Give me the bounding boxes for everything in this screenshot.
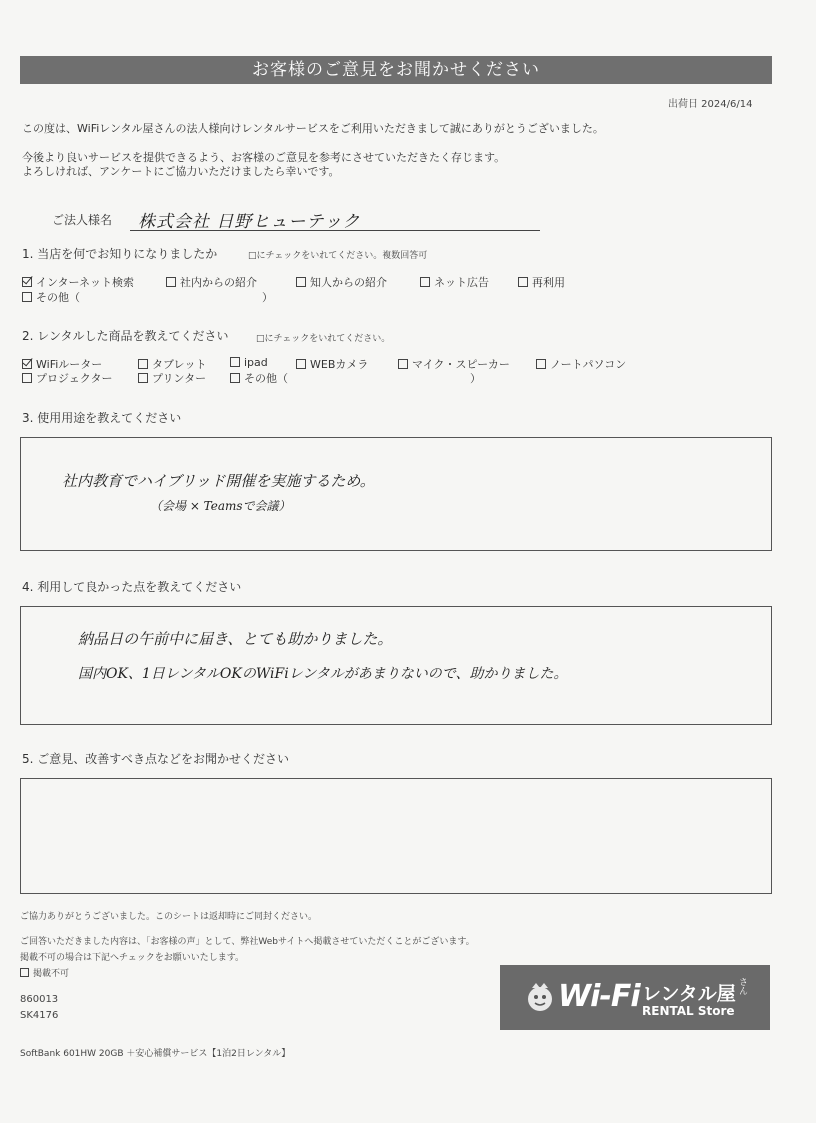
checkbox-icon[interactable] [22, 292, 32, 302]
question-1: 1. 当店を何でお知りになりましたか [22, 247, 218, 261]
checkbox-icon[interactable] [536, 359, 546, 369]
question-4: 4. 利用して良かった点を教えてください [22, 580, 242, 594]
good-points-answer-line-1: 納品日の午前中に届き、とても助かりました。 [78, 630, 393, 648]
q2-option-mic-speaker[interactable]: マイク・スピーカー [398, 356, 510, 372]
question-1-note: □にチェックをいれてください。複数回答可 [248, 251, 428, 261]
code-1: 860013 [20, 994, 59, 1005]
intro-line-1: この度は、WiFiレンタル屋さんの法人様向けレンタルサービスをご利用いただきまして誠にありがとうございました。 [22, 122, 604, 135]
checkbox-icon[interactable] [296, 277, 306, 287]
checkbox-icon[interactable] [420, 277, 430, 287]
mascot-icon [522, 979, 558, 1015]
q1-option-internet-search[interactable]: インターネット検索 [22, 274, 134, 290]
q2-other-close-paren: ） [470, 372, 481, 385]
code-2: SK4176 [20, 1010, 59, 1021]
q2-option-wifi-router[interactable]: WiFiルーター [22, 356, 102, 372]
feedback-answer-box[interactable] [20, 778, 772, 894]
checkbox-icon[interactable] [230, 373, 240, 383]
good-points-answer-line-2: 国内OK、1日レンタルOKのWiFiレンタルがあまりないので、助かりました。 [78, 666, 568, 682]
q2-option-laptop[interactable]: ノートパソコン [536, 356, 626, 372]
q2-option-tablet[interactable]: タブレット [138, 356, 206, 372]
usage-answer-line-2: （会場 × Teamsで会議） [150, 499, 291, 513]
logo-rental-store-text: RENTAL Store [642, 1004, 735, 1018]
publish-notice-2: 掲載不可の場合は下記へチェックをお願いいたします。 [20, 953, 245, 963]
ship-date: 出荷日 2024/6/14 [668, 99, 753, 110]
q2-option-web-camera[interactable]: WEBカメラ [296, 356, 368, 372]
checkbox-checked-icon[interactable] [22, 359, 32, 369]
page-title: お客様のご意見をお聞かせください [20, 56, 772, 84]
wifi-rental-logo [500, 965, 770, 1030]
product-info: SoftBank 601HW 20GB ＋安心補償サービス【1泊2日レンタル】 [20, 1049, 291, 1059]
intro-line-2: 今後より良いサービスを提供できるよう、お客様のご意見を参考にさせていただきたく存じます。 [22, 151, 506, 164]
checkbox-icon[interactable] [22, 373, 32, 383]
q1-option-acquaintance-referral[interactable]: 知人からの紹介 [296, 274, 387, 290]
intro-line-3: よろしければ、アンケートにご協力いただけましたら幸いです。 [22, 165, 340, 178]
q1-option-net-ad[interactable]: ネット広告 [420, 274, 489, 290]
no-publish-option[interactable]: 掲載不可 [20, 966, 69, 979]
company-name-field[interactable]: 株式会社 日野ヒューテック [138, 212, 361, 232]
question-3: 3. 使用用途を教えてください [22, 411, 182, 425]
checkbox-icon[interactable] [166, 277, 176, 287]
checkbox-icon[interactable] [20, 968, 29, 977]
checkbox-checked-icon[interactable] [22, 277, 32, 287]
question-2-note: □にチェックをいれてください。 [256, 334, 391, 344]
q1-option-reuse[interactable]: 再利用 [518, 274, 565, 290]
thanks-text: ご協力ありがとうございました。このシートは返却時にご同封ください。 [20, 912, 318, 922]
q1-other-close-paren: ） [262, 291, 273, 304]
usage-answer-line-1: 社内教育でハイブリッド開催を実施するため。 [62, 472, 375, 490]
usage-answer-box[interactable] [20, 437, 772, 551]
logo-wifi-text: Wi-Fi [558, 979, 640, 1014]
q2-option-other[interactable]: その他（ [230, 370, 288, 386]
checkbox-icon[interactable] [398, 359, 408, 369]
question-2: 2. レンタルした商品を教えてください [22, 329, 229, 343]
company-label: ご法人様名 [52, 213, 113, 227]
checkbox-icon[interactable] [518, 277, 528, 287]
checkbox-icon[interactable] [296, 359, 306, 369]
checkbox-icon[interactable] [138, 373, 148, 383]
q1-option-internal-referral[interactable]: 社内からの紹介 [166, 274, 257, 290]
publish-notice-1: ご回答いただきました内容は、「お客様の声」として、弊社Webサイトへ掲載させていただくことがございます。 [20, 937, 475, 947]
q2-option-projector[interactable]: プロジェクター [22, 370, 113, 386]
question-5: 5. ご意見、改善すべき点などをお聞かせください [22, 752, 290, 766]
checkbox-icon[interactable] [138, 359, 148, 369]
q1-option-other[interactable]: その他（ [22, 289, 80, 305]
q2-option-ipad[interactable]: ipad [230, 356, 268, 369]
checkbox-icon[interactable] [230, 357, 240, 367]
logo-jp-text: レンタル屋 [642, 983, 736, 1005]
logo-san-text: さん [737, 977, 747, 995]
q2-option-printer[interactable]: プリンター [138, 370, 206, 386]
